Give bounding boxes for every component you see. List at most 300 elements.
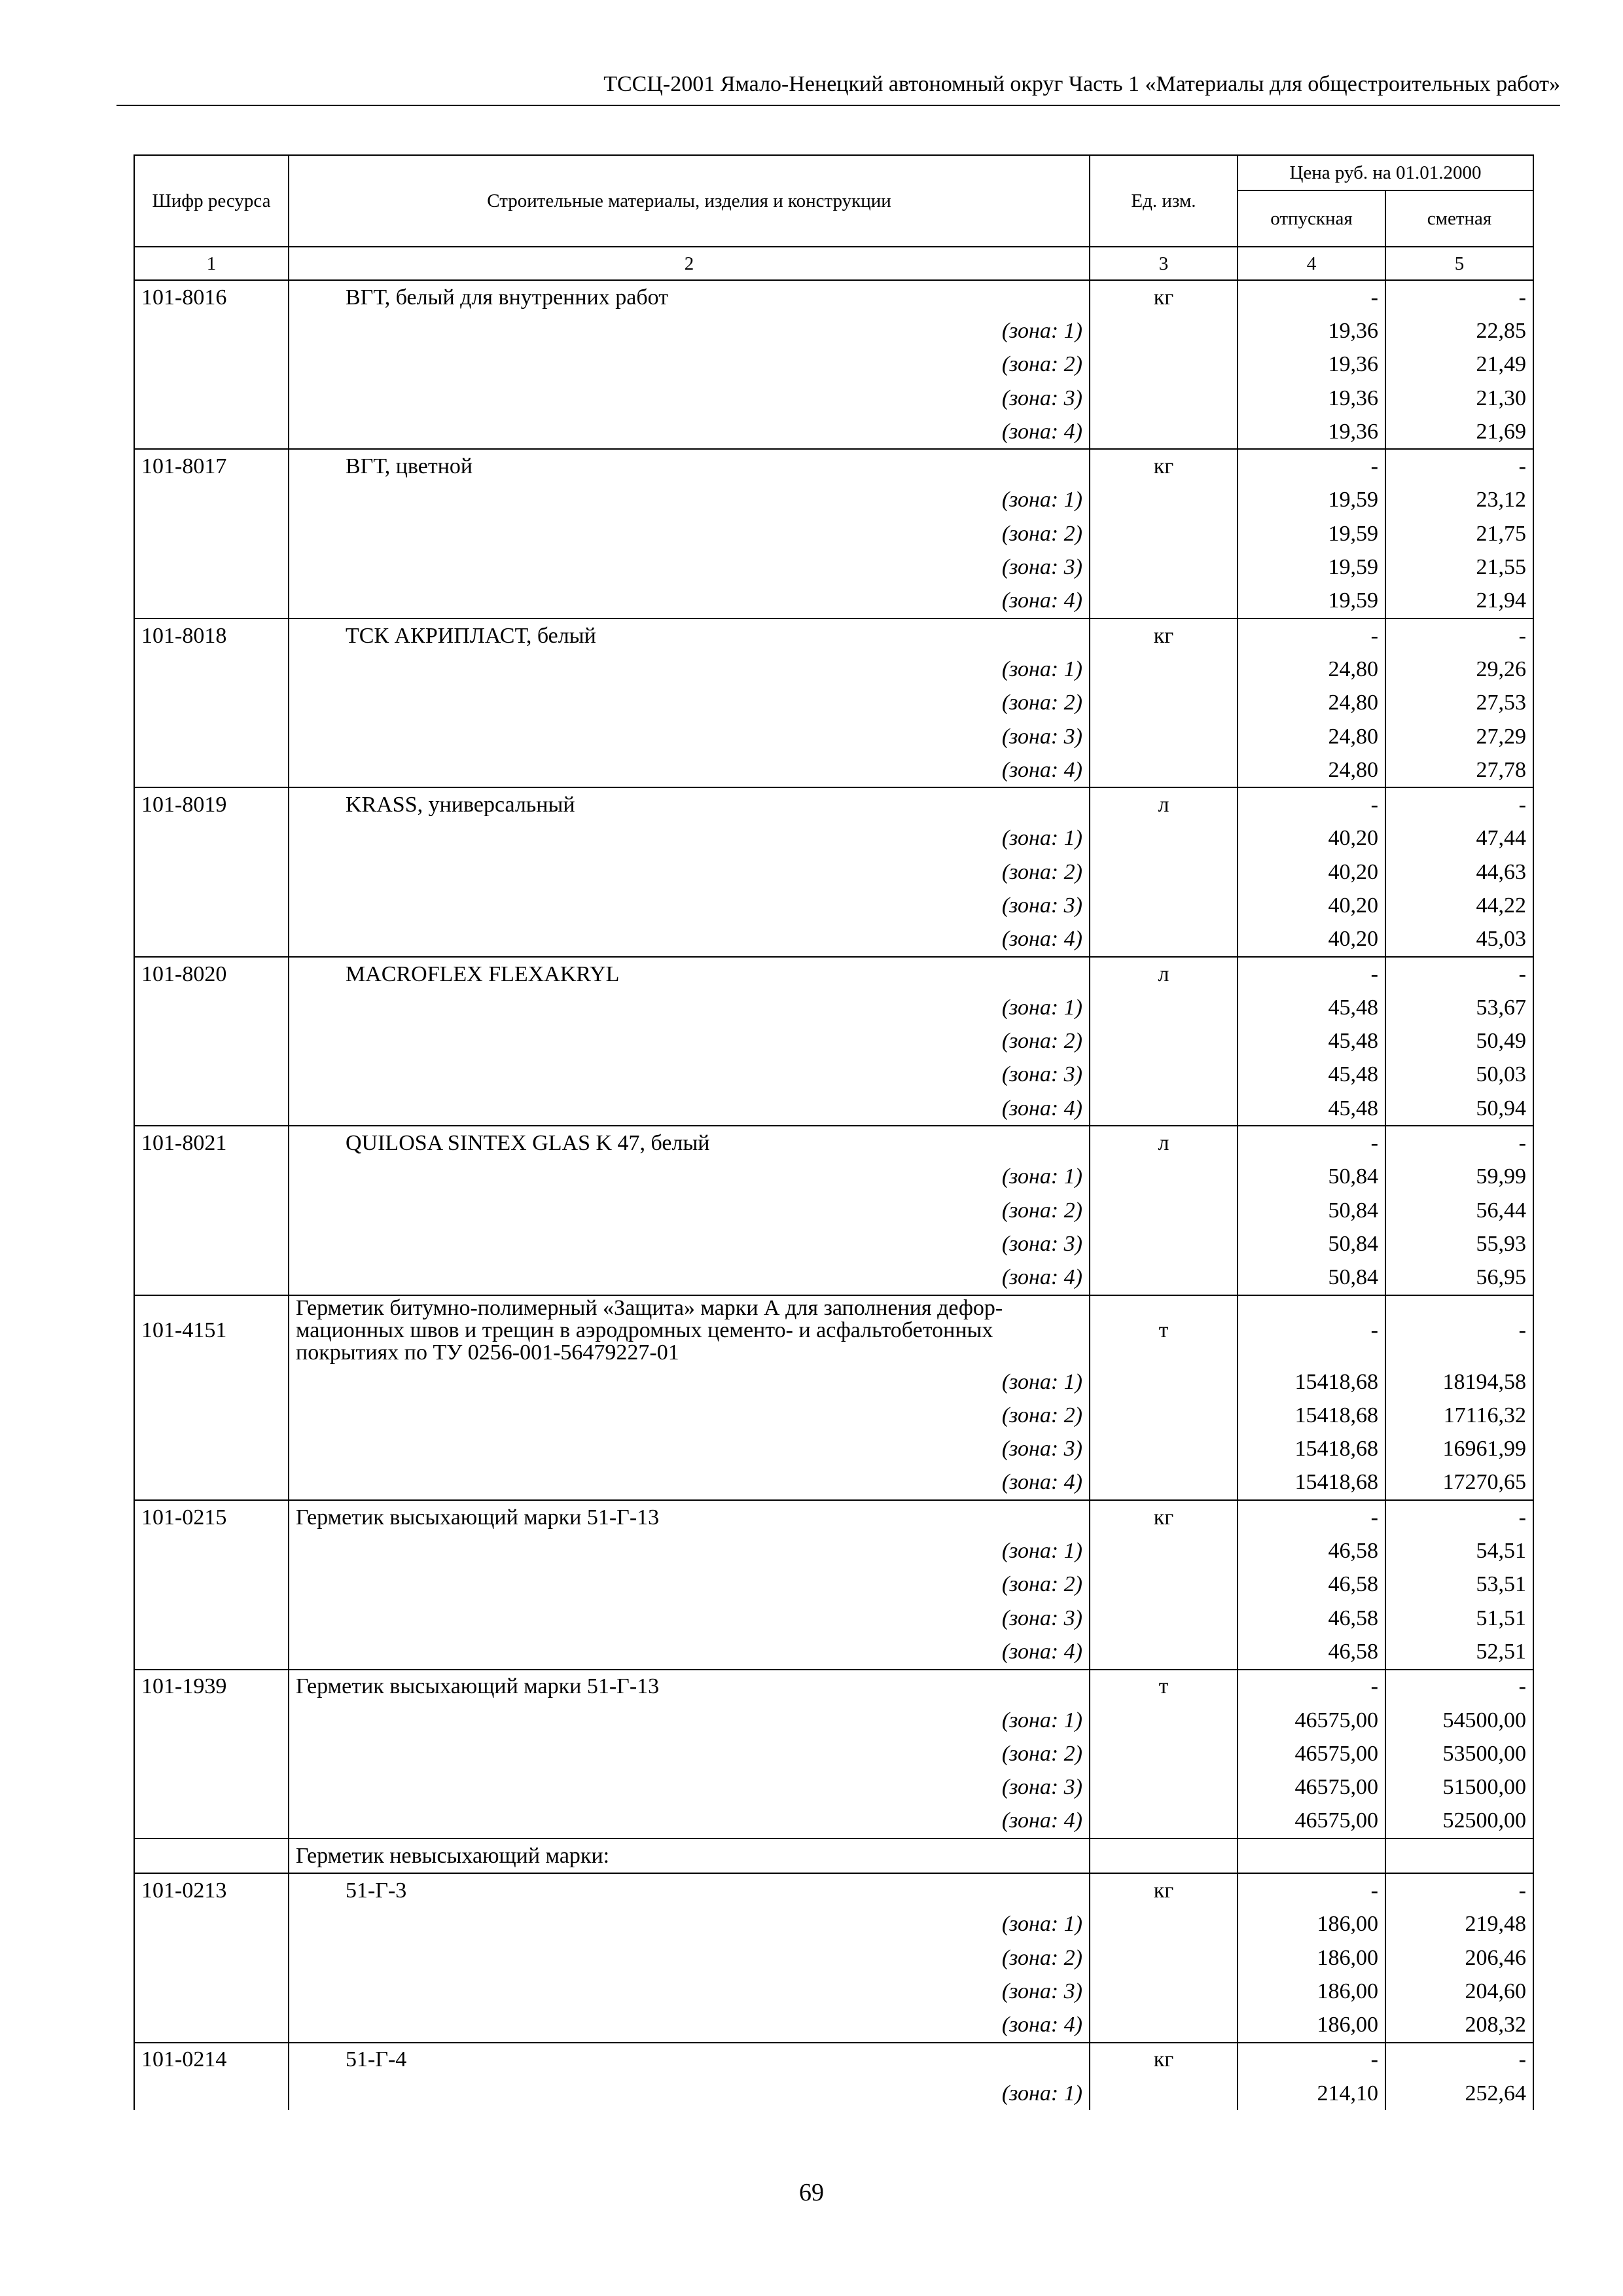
material-row: [134, 1873, 1533, 1907]
resource-code: 101-4151: [134, 1295, 289, 1365]
zone-estimate-price: 17270,65: [1385, 1466, 1533, 1500]
release-price: -: [1238, 1873, 1385, 1907]
material-row: [134, 449, 1533, 483]
col-header-name: Строительные материалы, изделия и конструкции: [289, 155, 1090, 247]
zone-label: (зона: 3): [289, 550, 1090, 584]
empty-cell: [134, 1941, 289, 1975]
empty-cell: [1090, 1804, 1238, 1839]
empty-cell: [1090, 653, 1238, 686]
zone-estimate-price: 44,22: [1385, 889, 1533, 922]
estimate-price: -: [1385, 1873, 1533, 1907]
zone-row: [134, 1160, 1533, 1194]
release-price: -: [1238, 2043, 1385, 2077]
unit-of-measure: л: [1090, 1126, 1238, 1160]
zone-label: (зона: 4): [289, 1092, 1090, 1126]
zone-release-price: 186,00: [1238, 2009, 1385, 2043]
zone-label: (зона: 4): [289, 1635, 1090, 1669]
header-rule: [116, 105, 1560, 106]
zone-row: [134, 1568, 1533, 1602]
col-number-1: 1: [134, 247, 289, 280]
zone-release-price: 15418,68: [1238, 1365, 1385, 1399]
material-name: 51-Г-3: [289, 1873, 1090, 1907]
zone-label: (зона: 3): [289, 1975, 1090, 2008]
zone-row: [134, 1092, 1533, 1126]
empty-cell: [1090, 720, 1238, 753]
material-name: Герметик высыхающий марки 51-Г-13: [289, 1670, 1090, 1704]
empty-cell: [134, 923, 289, 957]
empty-cell: [134, 1194, 289, 1227]
zone-estimate-price: 54500,00: [1385, 1704, 1533, 1737]
zone-row: [134, 1602, 1533, 1635]
empty-cell: [134, 1025, 289, 1058]
zone-row: [134, 1433, 1533, 1466]
zone-estimate-price: 18194,58: [1385, 1365, 1533, 1399]
zone-label: (зона: 4): [289, 753, 1090, 787]
zone-row: [134, 584, 1533, 619]
zone-release-price: 46,58: [1238, 1635, 1385, 1669]
empty-cell: [134, 1365, 289, 1399]
zone-estimate-price: 53500,00: [1385, 1737, 1533, 1770]
zone-estimate-price: 21,55: [1385, 550, 1533, 584]
empty-cell: [134, 1092, 289, 1126]
zone-row: [134, 822, 1533, 855]
empty-cell: [1090, 687, 1238, 720]
zone-row: [134, 855, 1533, 889]
zone-estimate-price: 52500,00: [1385, 1804, 1533, 1839]
unit-of-measure: кг: [1090, 1873, 1238, 1907]
empty-cell: [1090, 753, 1238, 787]
zone-row: [134, 1534, 1533, 1568]
zone-estimate-price: 16961,99: [1385, 1433, 1533, 1466]
material-row: [134, 1126, 1533, 1160]
price-table: [134, 154, 1534, 2110]
empty-cell: [1090, 1092, 1238, 1126]
zone-release-price: 24,80: [1238, 720, 1385, 753]
zone-estimate-price: 21,69: [1385, 415, 1533, 449]
empty-cell: [1090, 1399, 1238, 1432]
zone-label: (зона: 1): [289, 1534, 1090, 1568]
material-name: Герметик высыхающий марки 51-Г-13: [289, 1500, 1090, 1534]
empty-cell: [134, 720, 289, 753]
zone-label: (зона: 1): [289, 1908, 1090, 1941]
empty-cell: [1090, 517, 1238, 550]
empty-cell: [134, 1227, 289, 1261]
empty-cell: [1090, 382, 1238, 415]
zone-row: [134, 991, 1533, 1024]
material-row: [134, 1500, 1533, 1534]
zone-row: [134, 348, 1533, 382]
zone-row: [134, 1399, 1533, 1432]
zone-release-price: 15418,68: [1238, 1466, 1385, 1500]
resource-code: 101-1939: [134, 1670, 289, 1704]
col-header-unit: Ед. изм.: [1090, 155, 1238, 247]
empty-cell: [1090, 550, 1238, 584]
empty-cell: [134, 1466, 289, 1500]
zone-label: (зона: 2): [289, 1737, 1090, 1770]
zone-label: (зона: 3): [289, 1227, 1090, 1261]
zone-estimate-price: 52,51: [1385, 1635, 1533, 1669]
zone-row: [134, 889, 1533, 922]
empty-cell: [1090, 1227, 1238, 1261]
zone-label: (зона: 4): [289, 415, 1090, 449]
empty-cell: [134, 1737, 289, 1770]
resource-code: 101-8019: [134, 787, 289, 821]
resource-code: 101-8021: [134, 1126, 289, 1160]
zone-row: [134, 1770, 1533, 1804]
resource-code: 101-8017: [134, 449, 289, 483]
zone-estimate-price: 22,85: [1385, 314, 1533, 348]
empty-cell: [134, 1804, 289, 1839]
zone-row: [134, 653, 1533, 686]
zone-release-price: 45,48: [1238, 1092, 1385, 1126]
zone-label: (зона: 4): [289, 923, 1090, 957]
zone-label: (зона: 2): [289, 517, 1090, 550]
zone-release-price: 40,20: [1238, 855, 1385, 889]
empty-cell: [134, 2009, 289, 2043]
material-name: ВГТ, цветной: [289, 449, 1090, 483]
zone-release-price: 46,58: [1238, 1602, 1385, 1635]
empty-cell: [134, 753, 289, 787]
release-price: -: [1238, 1295, 1385, 1365]
empty-cell: [134, 2077, 289, 2110]
unit-of-measure: т: [1090, 1670, 1238, 1704]
zone-row: [134, 1908, 1533, 1941]
resource-code: [134, 1839, 289, 1873]
zone-estimate-price: 21,49: [1385, 348, 1533, 382]
empty-cell: [1090, 1704, 1238, 1737]
unit-of-measure: л: [1090, 957, 1238, 991]
zone-row: [134, 314, 1533, 348]
zone-estimate-price: 55,93: [1385, 1227, 1533, 1261]
zone-release-price: 19,36: [1238, 415, 1385, 449]
empty-cell: [1090, 1025, 1238, 1058]
empty-cell: [1090, 2077, 1238, 2110]
release-price: -: [1238, 280, 1385, 314]
zone-release-price: 214,10: [1238, 2077, 1385, 2110]
zone-release-price: 19,36: [1238, 314, 1385, 348]
zone-estimate-price: 51500,00: [1385, 1770, 1533, 1804]
zone-label: (зона: 4): [289, 2009, 1090, 2043]
empty-cell: [134, 484, 289, 517]
col-header-price-group: Цена руб. на 01.01.2000: [1238, 155, 1533, 190]
zone-row: [134, 923, 1533, 957]
zone-row: [134, 550, 1533, 584]
zone-row: [134, 382, 1533, 415]
material-row: [134, 1670, 1533, 1704]
zone-label: (зона: 1): [289, 1704, 1090, 1737]
zone-estimate-price: 51,51: [1385, 1602, 1533, 1635]
zone-row: [134, 1975, 1533, 2008]
unit-of-measure: т: [1090, 1295, 1238, 1365]
empty-cell: [1090, 1466, 1238, 1500]
col-header-estimate-price: сметная: [1385, 190, 1533, 247]
empty-cell: [1090, 1635, 1238, 1669]
zone-label: (зона: 3): [289, 889, 1090, 922]
zone-release-price: 46575,00: [1238, 1737, 1385, 1770]
zone-label: (зона: 1): [289, 1160, 1090, 1194]
zone-label: (зона: 4): [289, 584, 1090, 619]
zone-estimate-price: 53,67: [1385, 991, 1533, 1024]
empty-cell: [1090, 822, 1238, 855]
empty-cell: [1090, 1261, 1238, 1295]
empty-cell: [134, 550, 289, 584]
empty-cell: [134, 1058, 289, 1092]
unit-of-measure: кг: [1090, 280, 1238, 314]
zone-release-price: 46575,00: [1238, 1770, 1385, 1804]
empty-cell: [1090, 1194, 1238, 1227]
col-header-release-price: отпускная: [1238, 190, 1385, 247]
estimate-price: -: [1385, 2043, 1533, 2077]
empty-cell: [1090, 1365, 1238, 1399]
zone-release-price: 46575,00: [1238, 1804, 1385, 1839]
zone-label: (зона: 3): [289, 1770, 1090, 1804]
empty-cell: [134, 1602, 289, 1635]
material-row: [134, 2043, 1533, 2077]
zone-row: [134, 1737, 1533, 1770]
unit-of-measure: кг: [1090, 1500, 1238, 1534]
resource-code: 101-8016: [134, 280, 289, 314]
zone-release-price: 186,00: [1238, 1908, 1385, 1941]
zone-release-price: 46575,00: [1238, 1704, 1385, 1737]
zone-estimate-price: 59,99: [1385, 1160, 1533, 1194]
empty-cell: [1090, 348, 1238, 382]
empty-cell: [134, 584, 289, 619]
zone-release-price: 24,80: [1238, 653, 1385, 686]
empty-cell: [1090, 855, 1238, 889]
estimate-price: -: [1385, 1295, 1533, 1365]
zone-release-price: 50,84: [1238, 1160, 1385, 1194]
release-price: -: [1238, 787, 1385, 821]
zone-row: [134, 415, 1533, 449]
zone-row: [134, 1704, 1533, 1737]
col-number-2: 2: [289, 247, 1090, 280]
zone-label: (зона: 2): [289, 1568, 1090, 1602]
material-row: [134, 787, 1533, 821]
col-number-4: 4: [1238, 247, 1385, 280]
zone-row: [134, 1466, 1533, 1500]
zone-release-price: 186,00: [1238, 1975, 1385, 2008]
zone-estimate-price: 45,03: [1385, 923, 1533, 957]
release-price: -: [1238, 1500, 1385, 1534]
zone-row: [134, 720, 1533, 753]
zone-release-price: 19,59: [1238, 484, 1385, 517]
zone-label: (зона: 2): [289, 1941, 1090, 1975]
zone-row: [134, 1227, 1533, 1261]
empty-cell: [134, 1534, 289, 1568]
zone-estimate-price: 54,51: [1385, 1534, 1533, 1568]
zone-release-price: 186,00: [1238, 1941, 1385, 1975]
zone-row: [134, 2077, 1533, 2110]
zone-estimate-price: 204,60: [1385, 1975, 1533, 2008]
empty-cell: [134, 1399, 289, 1432]
empty-cell: [134, 1261, 289, 1295]
zone-estimate-price: 27,53: [1385, 687, 1533, 720]
empty-cell: [134, 653, 289, 686]
empty-cell: [1090, 1602, 1238, 1635]
zone-label: (зона: 2): [289, 855, 1090, 889]
estimate-price: -: [1385, 1670, 1533, 1704]
zone-label: (зона: 1): [289, 484, 1090, 517]
release-price: -: [1238, 957, 1385, 991]
empty-cell: [1090, 889, 1238, 922]
empty-cell: [134, 1568, 289, 1602]
col-number-5: 5: [1385, 247, 1533, 280]
zone-label: (зона: 2): [289, 348, 1090, 382]
zone-release-price: 15418,68: [1238, 1399, 1385, 1432]
empty-cell: [1090, 484, 1238, 517]
zone-release-price: 19,59: [1238, 584, 1385, 619]
estimate-price: -: [1385, 957, 1533, 991]
zone-estimate-price: 50,03: [1385, 1058, 1533, 1092]
zone-estimate-price: 27,78: [1385, 753, 1533, 787]
estimate-price: -: [1385, 619, 1533, 653]
zone-label: (зона: 2): [289, 1399, 1090, 1432]
zone-estimate-price: 23,12: [1385, 484, 1533, 517]
zone-label: (зона: 2): [289, 687, 1090, 720]
unit-of-measure: кг: [1090, 619, 1238, 653]
zone-label: (зона: 2): [289, 1194, 1090, 1227]
zone-label: (зона: 2): [289, 1025, 1090, 1058]
zone-release-price: 19,36: [1238, 348, 1385, 382]
empty-cell: [134, 1975, 289, 2008]
empty-cell: [134, 517, 289, 550]
empty-cell: [134, 1433, 289, 1466]
release-price: [1238, 1839, 1385, 1873]
zone-label: (зона: 1): [289, 314, 1090, 348]
zone-label: (зона: 3): [289, 1058, 1090, 1092]
empty-cell: [134, 415, 289, 449]
zone-label: (зона: 1): [289, 1365, 1090, 1399]
page-number: 69: [799, 2179, 824, 2206]
zone-release-price: 50,84: [1238, 1194, 1385, 1227]
zone-release-price: 46,58: [1238, 1534, 1385, 1568]
zone-label: (зона: 1): [289, 822, 1090, 855]
zone-label: (зона: 1): [289, 653, 1090, 686]
price-table-body: [134, 280, 1533, 2110]
zone-estimate-price: 50,49: [1385, 1025, 1533, 1058]
empty-cell: [1090, 314, 1238, 348]
unit-of-measure: [1090, 1839, 1238, 1873]
zone-estimate-price: 17116,32: [1385, 1399, 1533, 1432]
material-name: Герметик битумно-полимерный «Защита» марки А для заполнения дефор-мационных швов и трещин в аэродромных цементо- и асфальтобетонных покрытиях по ТУ 0256-001-56479227-01: [289, 1295, 1090, 1365]
zone-release-price: 45,48: [1238, 1025, 1385, 1058]
empty-cell: [1090, 1908, 1238, 1941]
material-name: MACROFLEX FLEXAKRYL: [289, 957, 1090, 991]
estimate-price: -: [1385, 1500, 1533, 1534]
empty-cell: [1090, 991, 1238, 1024]
empty-cell: [134, 687, 289, 720]
zone-label: (зона: 4): [289, 1261, 1090, 1295]
estimate-price: -: [1385, 449, 1533, 483]
empty-cell: [134, 822, 289, 855]
zone-label: (зона: 1): [289, 2077, 1090, 2110]
zone-row: [134, 1261, 1533, 1295]
zone-row: [134, 1941, 1533, 1975]
zone-estimate-price: 21,30: [1385, 382, 1533, 415]
zone-estimate-price: 29,26: [1385, 653, 1533, 686]
zone-release-price: 50,84: [1238, 1261, 1385, 1295]
empty-cell: [1090, 584, 1238, 619]
zone-label: (зона: 4): [289, 1804, 1090, 1839]
empty-cell: [1090, 1568, 1238, 1602]
estimate-price: -: [1385, 1126, 1533, 1160]
empty-cell: [1090, 1534, 1238, 1568]
empty-cell: [1090, 415, 1238, 449]
zone-row: [134, 484, 1533, 517]
empty-cell: [134, 991, 289, 1024]
zone-row: [134, 1635, 1533, 1669]
unit-of-measure: л: [1090, 787, 1238, 821]
empty-cell: [134, 1770, 289, 1804]
zone-release-price: 24,80: [1238, 753, 1385, 787]
zone-release-price: 19,59: [1238, 550, 1385, 584]
material-row: [134, 957, 1533, 991]
zone-release-price: 45,48: [1238, 1058, 1385, 1092]
zone-row: [134, 2009, 1533, 2043]
running-header: ТССЦ-2001 Ямало-Ненецкий автономный округ Часть 1 «Материалы для общестроительных работ»: [603, 72, 1560, 96]
empty-cell: [1090, 1160, 1238, 1194]
col-number-3: 3: [1090, 247, 1238, 280]
resource-code: 101-0214: [134, 2043, 289, 2077]
estimate-price: [1385, 1839, 1533, 1873]
zone-estimate-price: 21,94: [1385, 584, 1533, 619]
zone-estimate-price: 208,32: [1385, 2009, 1533, 2043]
zone-label: (зона: 3): [289, 1602, 1090, 1635]
material-name: ВГТ, белый для внутренних работ: [289, 280, 1090, 314]
unit-of-measure: кг: [1090, 2043, 1238, 2077]
zone-label: (зона: 3): [289, 720, 1090, 753]
empty-cell: [1090, 1433, 1238, 1466]
release-price: -: [1238, 1670, 1385, 1704]
zone-release-price: 50,84: [1238, 1227, 1385, 1261]
zone-row: [134, 1058, 1533, 1092]
resource-code: 101-8020: [134, 957, 289, 991]
resource-code: 101-0215: [134, 1500, 289, 1534]
material-name: ТСК АКРИПЛАСТ, белый: [289, 619, 1090, 653]
zone-estimate-price: 252,64: [1385, 2077, 1533, 2110]
zone-release-price: 46,58: [1238, 1568, 1385, 1602]
empty-cell: [134, 348, 289, 382]
empty-cell: [134, 855, 289, 889]
resource-code: 101-0213: [134, 1873, 289, 1907]
zone-row: [134, 753, 1533, 787]
zone-label: (зона: 4): [289, 1466, 1090, 1500]
zone-estimate-price: 56,95: [1385, 1261, 1533, 1295]
zone-label: (зона: 3): [289, 382, 1090, 415]
zone-estimate-price: 21,75: [1385, 517, 1533, 550]
empty-cell: [1090, 1975, 1238, 2008]
zone-release-price: 40,20: [1238, 923, 1385, 957]
empty-cell: [134, 889, 289, 922]
material-row: [134, 619, 1533, 653]
unit-of-measure: кг: [1090, 449, 1238, 483]
empty-cell: [134, 382, 289, 415]
zone-row: [134, 1025, 1533, 1058]
empty-cell: [1090, 923, 1238, 957]
empty-cell: [134, 1635, 289, 1669]
estimate-price: -: [1385, 787, 1533, 821]
empty-cell: [1090, 1770, 1238, 1804]
zone-estimate-price: 206,46: [1385, 1941, 1533, 1975]
empty-cell: [134, 314, 289, 348]
empty-cell: [1090, 2009, 1238, 2043]
zone-estimate-price: 47,44: [1385, 822, 1533, 855]
zone-release-price: 40,20: [1238, 822, 1385, 855]
empty-cell: [134, 1908, 289, 1941]
estimate-price: -: [1385, 280, 1533, 314]
group-heading-row: [134, 1839, 1533, 1873]
zone-estimate-price: 44,63: [1385, 855, 1533, 889]
